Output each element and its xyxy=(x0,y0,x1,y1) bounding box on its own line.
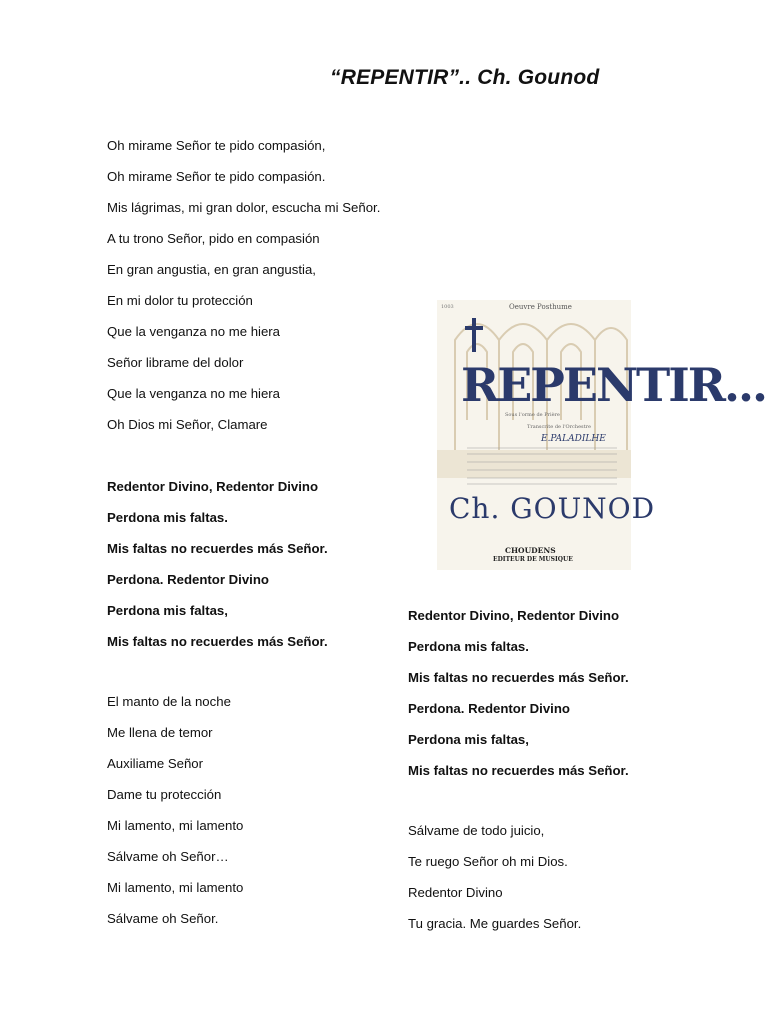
cover-title: REPENTIR... xyxy=(461,358,767,412)
lyric-line: El manto de la noche xyxy=(107,694,231,709)
cover-header: Oeuvre Posthume xyxy=(509,303,572,311)
lyric-line: En gran angustia, en gran angustia, xyxy=(107,262,316,277)
lyric-line: Dame tu protección xyxy=(107,787,222,802)
sheet-music-cover-image xyxy=(437,300,767,570)
lyric-line: Auxiliame Señor xyxy=(107,756,204,771)
lyric-line: Perdona mis faltas. xyxy=(107,510,228,525)
lyric-line: Me llena de temor xyxy=(107,725,213,740)
lyric-line: Mis faltas no recuerdes más Señor. xyxy=(107,541,328,556)
lyric-line: Mi lamento, mi lamento xyxy=(107,880,244,895)
lyric-line: Te ruego Señor oh mi Dios. xyxy=(408,854,568,869)
lyric-line: Señor librame del dolor xyxy=(107,355,244,370)
lyric-line: Perdona mis faltas, xyxy=(107,603,228,618)
lyric-line: Redentor Divino, Redentor Divino xyxy=(107,479,319,494)
lyric-line: Redentor Divino, Redentor Divino xyxy=(408,608,620,623)
page-title: “REPENTIR”.. Ch. Gounod xyxy=(330,66,600,89)
lyric-line: Perdona mis faltas. xyxy=(408,639,529,654)
lyric-line: Sálvame oh Señor… xyxy=(107,849,229,864)
lyric-line: Oh Dios mi Señor, Clamare xyxy=(107,417,268,432)
cover-publisher: CHOUDENS xyxy=(505,546,556,555)
lyric-line: Mis lágrimas, mi gran dolor, escucha mi Señor. xyxy=(107,200,381,215)
cover-subtitle-2: Transcrite de l'Orchestre xyxy=(527,424,591,430)
lyric-line: Tu gracia. Me guardes Señor. xyxy=(408,916,582,931)
lyric-line: En mi dolor tu protección xyxy=(107,293,253,308)
lyric-line: Sálvame de todo juicio, xyxy=(408,823,545,838)
lyric-line: A tu trono Señor, pido en compasión xyxy=(107,231,320,246)
lyric-line: Perdona. Redentor Divino xyxy=(408,701,570,716)
lyric-line: Oh mirame Señor te pido compasión, xyxy=(107,138,326,153)
lyric-line: Sálvame oh Señor. xyxy=(107,911,219,926)
cover-composer: Ch. GOUNOD xyxy=(449,492,656,525)
cover-number: 1003 xyxy=(441,304,454,310)
lyric-line: Mi lamento, mi lamento xyxy=(107,818,244,833)
lyric-line: Mis faltas no recuerdes más Señor. xyxy=(107,634,328,649)
lyric-line: Redentor Divino xyxy=(408,885,503,900)
cover-publisher-subtitle: EDITEUR DE MUSIQUE xyxy=(493,556,573,563)
cover-arranger: E.PALADILHE xyxy=(541,434,606,444)
lyric-line: Mis faltas no recuerdes más Señor. xyxy=(408,763,629,778)
lyric-line: Perdona mis faltas, xyxy=(408,732,529,747)
lyric-line: Mis faltas no recuerdes más Señor. xyxy=(408,670,629,685)
lyric-line: Que la venganza no me hiera xyxy=(107,386,281,401)
lyric-line: Que la venganza no me hiera xyxy=(107,324,281,339)
lyric-line: Oh mirame Señor te pido compasión. xyxy=(107,169,326,184)
cross-icon xyxy=(465,318,483,352)
lyric-line: Perdona. Redentor Divino xyxy=(107,572,269,587)
cover-subtitle: Sous l'orme de Prière xyxy=(505,412,560,418)
